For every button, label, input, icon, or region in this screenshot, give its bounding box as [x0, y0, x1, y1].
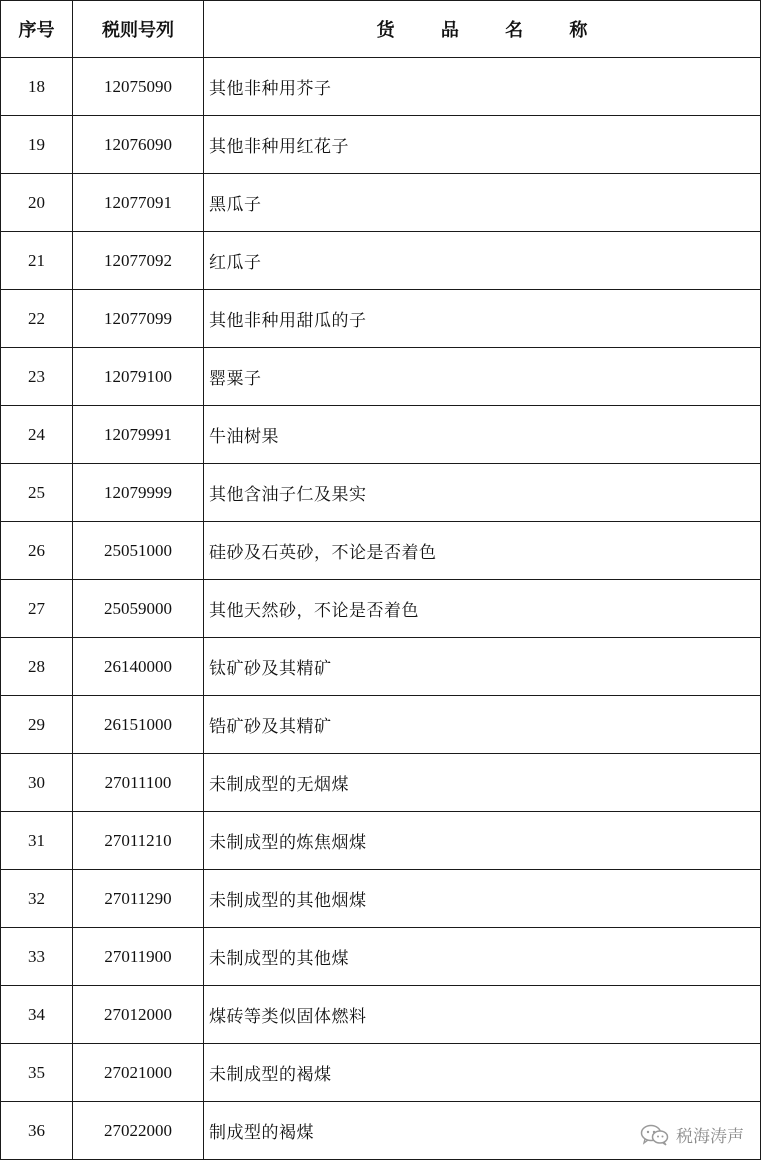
row-index: 35 — [1, 1044, 73, 1102]
row-goods-name: 其他天然砂，不论是否着色 — [204, 580, 761, 638]
watermark-text: 税海涛声 — [676, 1127, 744, 1147]
row-goods-name: 牛油树果 — [204, 406, 761, 464]
row-goods-name: 未制成型的其他烟煤 — [204, 870, 761, 928]
row-index: 23 — [1, 348, 73, 406]
row-tariff-code: 12079999 — [73, 464, 204, 522]
row-goods-name: 制成型的褐煤 — [204, 1102, 761, 1160]
row-goods-name: 钛矿砂及其精矿 — [204, 638, 761, 696]
row-tariff-code: 12077099 — [73, 290, 204, 348]
table-row — [1, 580, 761, 638]
row-goods-name: 未制成型的无烟煤 — [204, 754, 761, 812]
table-row — [1, 464, 761, 522]
row-index: 22 — [1, 290, 73, 348]
row-tariff-code: 27021000 — [73, 1044, 204, 1102]
row-goods-name: 罂粟子 — [204, 348, 761, 406]
row-goods-name: 锆矿砂及其精矿 — [204, 696, 761, 754]
row-goods-name: 其他含油子仁及果实 — [204, 464, 761, 522]
row-tariff-code: 12075090 — [73, 58, 204, 116]
row-goods-name: 未制成型的其他煤 — [204, 928, 761, 986]
row-index: 21 — [1, 232, 73, 290]
row-goods-name: 未制成型的炼焦烟煤 — [204, 812, 761, 870]
row-tariff-code: 27022000 — [73, 1102, 204, 1160]
row-goods-name: 硅砂及石英砂，不论是否着色 — [204, 522, 761, 580]
row-tariff-code: 27011100 — [73, 754, 204, 812]
row-index: 25 — [1, 464, 73, 522]
table-row — [1, 986, 761, 1044]
row-tariff-code: 26140000 — [73, 638, 204, 696]
row-goods-name: 其他非种用芥子 — [204, 58, 761, 116]
row-index: 20 — [1, 174, 73, 232]
row-goods-name: 未制成型的褐煤 — [204, 1044, 761, 1102]
table-row — [1, 522, 761, 580]
row-goods-name: 其他非种用甜瓜的子 — [204, 290, 761, 348]
table-row — [1, 1044, 761, 1102]
row-index: 34 — [1, 986, 73, 1044]
row-goods-name: 其他非种用红花子 — [204, 116, 761, 174]
row-tariff-code: 25051000 — [73, 522, 204, 580]
row-tariff-code: 25059000 — [73, 580, 204, 638]
row-tariff-code: 27011210 — [73, 812, 204, 870]
row-index: 19 — [1, 116, 73, 174]
table-row — [1, 116, 761, 174]
row-index: 28 — [1, 638, 73, 696]
row-index: 32 — [1, 870, 73, 928]
row-tariff-code: 12076090 — [73, 116, 204, 174]
row-tariff-code: 12079100 — [73, 348, 204, 406]
row-tariff-code: 12079991 — [73, 406, 204, 464]
table-row — [1, 348, 761, 406]
table-row — [1, 638, 761, 696]
row-goods-name: 黑瓜子 — [204, 174, 761, 232]
row-index: 33 — [1, 928, 73, 986]
row-tariff-code: 26151000 — [73, 696, 204, 754]
row-index: 30 — [1, 754, 73, 812]
header-index: 序号 — [1, 1, 73, 58]
header-name — [204, 1, 761, 58]
header-row — [1, 1, 761, 58]
table-row — [1, 754, 761, 812]
table-row — [1, 870, 761, 928]
row-tariff-code: 27011290 — [73, 870, 204, 928]
table-row — [1, 232, 761, 290]
watermark — [640, 1122, 744, 1147]
table-row — [1, 812, 761, 870]
header-name-label: 货 品 名 称 — [376, 20, 608, 41]
row-tariff-code: 12077091 — [73, 174, 204, 232]
table-body — [1, 58, 761, 1160]
row-tariff-code: 27011900 — [73, 928, 204, 986]
row-tariff-code: 27012000 — [73, 986, 204, 1044]
row-index: 24 — [1, 406, 73, 464]
wechat-icon — [640, 1124, 670, 1146]
row-index: 26 — [1, 522, 73, 580]
table-row — [1, 174, 761, 232]
row-tariff-code: 12077092 — [73, 232, 204, 290]
row-index: 31 — [1, 812, 73, 870]
row-index: 29 — [1, 696, 73, 754]
table-row — [1, 58, 761, 116]
row-goods-name: 煤砖等类似固体燃料 — [204, 986, 761, 1044]
table-row — [1, 696, 761, 754]
table-row — [1, 290, 761, 348]
table-row — [1, 406, 761, 464]
row-goods-name: 红瓜子 — [204, 232, 761, 290]
row-index: 36 — [1, 1102, 73, 1160]
row-index: 27 — [1, 580, 73, 638]
header-code: 税则号列 — [73, 1, 204, 58]
table-row — [1, 928, 761, 986]
row-index: 18 — [1, 58, 73, 116]
